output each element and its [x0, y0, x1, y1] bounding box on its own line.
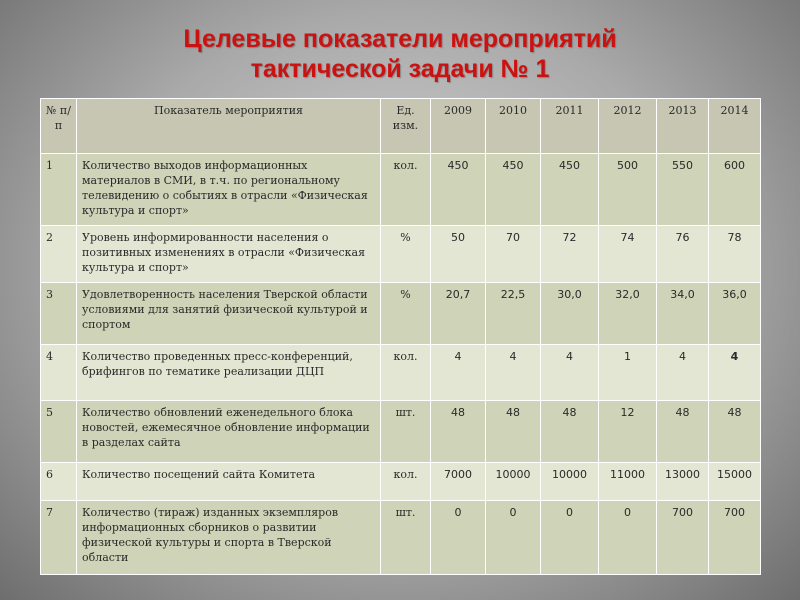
header-cell-index: № п/п [41, 99, 77, 154]
title-line-1: Целевые показатели мероприятий [183, 25, 617, 53]
row-unit: кол. [381, 345, 431, 401]
value-2012: 12 [599, 401, 657, 463]
header-cell-2009: 2009 [431, 99, 486, 154]
header-cell-2011: 2011 [541, 99, 599, 154]
value-2014: 36,0 [709, 283, 761, 345]
value-2009: 48 [431, 401, 486, 463]
value-2011: 10000 [541, 463, 599, 501]
value-2014: 15000 [709, 463, 761, 501]
value-2009: 450 [431, 154, 486, 226]
table-row [41, 154, 761, 226]
value-2011: 72 [541, 226, 599, 283]
row-unit: % [381, 283, 431, 345]
value-2013: 4 [657, 345, 709, 401]
header-cell-2010: 2010 [486, 99, 541, 154]
value-2009: 0 [431, 501, 486, 575]
row-unit: кол. [381, 154, 431, 226]
value-2009: 7000 [431, 463, 486, 501]
table-row [41, 463, 761, 501]
value-2012: 500 [599, 154, 657, 226]
row-unit: шт. [381, 401, 431, 463]
value-2012: 32,0 [599, 283, 657, 345]
value-2013: 550 [657, 154, 709, 226]
value-2011: 0 [541, 501, 599, 575]
value-2010: 450 [486, 154, 541, 226]
value-2010: 70 [486, 226, 541, 283]
value-2014: 48 [709, 401, 761, 463]
value-2012: 0 [599, 501, 657, 575]
value-2010: 4 [486, 345, 541, 401]
row-index: 5 [41, 401, 77, 463]
row-unit: % [381, 226, 431, 283]
row-unit: кол. [381, 463, 431, 501]
value-2011: 4 [541, 345, 599, 401]
row-index: 1 [41, 154, 77, 226]
row-unit: шт. [381, 501, 431, 575]
value-2009: 50 [431, 226, 486, 283]
header-cell-2014: 2014 [709, 99, 761, 154]
row-index: 2 [41, 226, 77, 283]
value-2014: 4 [709, 345, 761, 401]
value-2013: 13000 [657, 463, 709, 501]
row-index: 6 [41, 463, 77, 501]
row-indicator: Количество (тираж) изданных экземпляров информационных сборников о развитии физической культуры и спорта в Тверской области [77, 501, 381, 575]
value-2014: 700 [709, 501, 761, 575]
value-2011: 450 [541, 154, 599, 226]
row-index: 3 [41, 283, 77, 345]
value-2010: 10000 [486, 463, 541, 501]
row-index: 7 [41, 501, 77, 575]
value-2013: 76 [657, 226, 709, 283]
value-2014: 78 [709, 226, 761, 283]
value-2013: 700 [657, 501, 709, 575]
row-indicator: Уровень информированности населения о позитивных изменениях в отрасли «Физическая культура и спорт» [77, 226, 381, 283]
value-2013: 48 [657, 401, 709, 463]
title-line-2: тактической задачи № 1 [250, 55, 550, 83]
value-2012: 1 [599, 345, 657, 401]
value-2010: 22,5 [486, 283, 541, 345]
value-2013: 34,0 [657, 283, 709, 345]
header-cell-2013: 2013 [657, 99, 709, 154]
page-title [0, 24, 800, 84]
value-2012: 74 [599, 226, 657, 283]
table-row [41, 283, 761, 345]
targets-table [40, 98, 761, 575]
value-2009: 4 [431, 345, 486, 401]
value-2010: 48 [486, 401, 541, 463]
value-2011: 30,0 [541, 283, 599, 345]
value-2011: 48 [541, 401, 599, 463]
table-row [41, 226, 761, 283]
value-2009: 20,7 [431, 283, 486, 345]
value-2012: 11000 [599, 463, 657, 501]
row-indicator: Количество выходов информационных материалов в СМИ, в т.ч. по региональному телевидению о событиях в отрасли «Физическая культура и спорт» [77, 154, 381, 226]
row-indicator: Количество посещений сайта Комитета [77, 463, 381, 501]
row-indicator: Удовлетворенность населения Тверской области условиями для занятий физической культурой и спортом [77, 283, 381, 345]
row-indicator: Количество проведенных пресс-конференций, брифингов по тематике реализации ДЦП [77, 345, 381, 401]
row-indicator: Количество обновлений еженедельного блока новостей, ежемесячное обновление информации в разделах сайта [77, 401, 381, 463]
header-cell-2012: 2012 [599, 99, 657, 154]
header-cell-unit: Ед. изм. [381, 99, 431, 154]
header-row [41, 99, 761, 154]
table-row [41, 345, 761, 401]
header-cell-indicator: Показатель мероприятия [77, 99, 381, 154]
row-index: 4 [41, 345, 77, 401]
value-2010: 0 [486, 501, 541, 575]
table-row [41, 401, 761, 463]
table-row [41, 501, 761, 575]
value-2014: 600 [709, 154, 761, 226]
